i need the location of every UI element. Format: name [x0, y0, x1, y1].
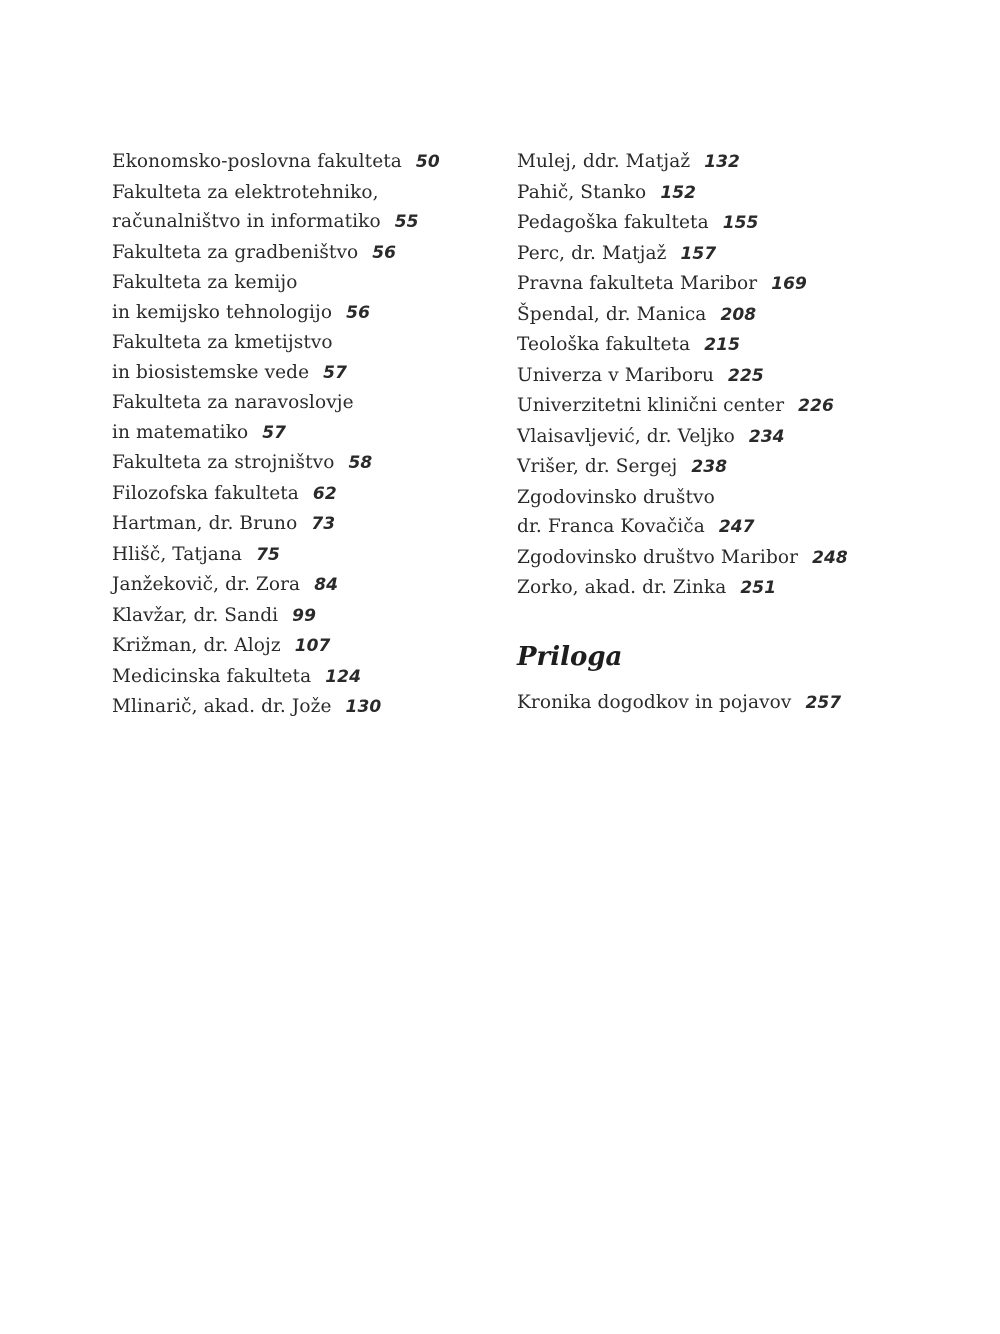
index-entry-text: [112, 147, 492, 178]
index-entry-text: [517, 573, 937, 604]
page-number: 50: [415, 152, 440, 172]
index-entry-label: Pravna fakulteta Maribor: [517, 273, 758, 294]
index-entry-text: [112, 418, 492, 449]
index-entry: [517, 543, 937, 574]
index-entry-label: Mlinarič, akad. dr. Jože: [112, 696, 332, 717]
index-entry-text: [517, 422, 937, 453]
index-entry-label: Teološka fakulteta: [517, 334, 691, 355]
index-entry-text: [517, 147, 937, 178]
index-entry: [112, 509, 492, 540]
page-number: 57: [262, 422, 287, 443]
index-entry-label: Kronika dogodkov in pojavov: [517, 691, 792, 713]
index-entry-label: Medicinska fakulteta: [112, 665, 312, 687]
page-number: 169: [771, 274, 807, 294]
index-entry: [517, 688, 937, 719]
index-entry-label: Fakulteta za naravoslovje: [112, 392, 354, 413]
index-entry-label: Pedagoška fakulteta: [517, 212, 709, 233]
index-entry-text: [112, 570, 492, 601]
index-entry: [112, 178, 492, 238]
index-entry-text: [517, 330, 937, 361]
index-entry-text: [112, 540, 492, 571]
index-entry-text: [112, 178, 492, 208]
page-number: 107: [294, 636, 331, 656]
index-entry: [517, 330, 937, 361]
index-entry-label: Vlaisavljević, dr. Veljko: [517, 425, 735, 447]
page-number: 238: [691, 457, 728, 477]
index-entry-text: [112, 479, 492, 510]
index-entry-text: [517, 543, 937, 574]
page-number: 75: [256, 544, 280, 565]
index-entry-label: in biosistemske vede: [112, 361, 310, 383]
index-entry-text: [517, 483, 937, 513]
index-entry-label: Zorko, akad. dr. Zinka: [517, 577, 727, 598]
index-entry: [517, 147, 937, 178]
index-entry: [517, 239, 937, 270]
page-number: 257: [805, 692, 842, 713]
page-number: 251: [740, 578, 777, 598]
index-entry: [517, 361, 937, 392]
index-entry-text: [517, 178, 937, 209]
index-entry-label: in matematiko: [112, 421, 249, 443]
index-entry-label: Univerza v Mariboru: [517, 364, 715, 386]
page-number: 55: [394, 212, 419, 232]
appendix-entries: [517, 688, 937, 719]
index-entry: [112, 238, 492, 269]
index-entry-label: Zgodovinsko društvo: [517, 486, 715, 508]
index-entry-label: in kemijsko tehnologijo: [112, 301, 333, 323]
index-entry-text: [112, 662, 492, 693]
index-entry-text: [112, 601, 492, 632]
index-entry-label: Univerzitetni klinični center: [517, 395, 785, 416]
index-entry-label: dr. Franca Kovačiča: [517, 516, 705, 537]
index-entry: [112, 540, 492, 571]
index-entry: [517, 178, 937, 209]
index-entry-label: Ekonomsko-poslovna fakulteta: [112, 151, 402, 172]
page-number: 215: [704, 335, 741, 355]
page-number: 152: [660, 182, 697, 203]
index-entry: [517, 300, 937, 331]
index-entry-label: Hartman, dr. Bruno: [112, 513, 298, 534]
index-entry-label: Hlišč, Tatjana: [112, 543, 243, 565]
index-entry: [517, 269, 937, 300]
index-entry-text: [517, 512, 937, 543]
index-entry-text: [112, 328, 492, 358]
index-entry: [112, 147, 492, 178]
index-entry-text: [112, 631, 492, 662]
index-entry: [112, 662, 492, 693]
page-number: 57: [323, 362, 348, 383]
index-entry-label: Vrišer, dr. Sergej: [517, 456, 678, 477]
index-entry-text: [112, 388, 492, 418]
index-entry: [112, 328, 492, 388]
index-entry: [517, 391, 937, 422]
page-number: 62: [312, 483, 337, 504]
page-number: 248: [812, 547, 848, 568]
index-entry-label: Fakulteta za kmetijstvo: [112, 332, 333, 353]
page-number: 208: [720, 304, 757, 325]
index-entry-label: Fakulteta za elektrotehniko,: [112, 181, 379, 203]
index-entry-text: [112, 692, 492, 723]
index-entry: [112, 268, 492, 328]
index-entry-text: [517, 300, 937, 331]
page-number: 155: [722, 213, 759, 233]
index-entry: [112, 448, 492, 479]
index-entry-text: [517, 239, 937, 270]
index-entry: [517, 573, 937, 604]
index-entry-label: Zgodovinsko društvo Maribor: [517, 546, 799, 568]
index-entry-text: [112, 448, 492, 479]
page-number: 234: [748, 426, 785, 447]
index-entry-label: Fakulteta za kemijo: [112, 272, 298, 293]
page-number: 73: [311, 514, 336, 534]
index-entry-text: [517, 208, 937, 239]
page-number: 225: [728, 365, 764, 386]
index-entry-text: [517, 688, 937, 719]
index-entry-label: Pahič, Stanko: [517, 181, 647, 203]
index-entry-text: [517, 361, 937, 392]
page-number: 99: [292, 605, 317, 626]
index-entry-text: [112, 238, 492, 269]
index-right-entries: [517, 147, 937, 604]
index-entry: [112, 631, 492, 662]
index-entry: [112, 388, 492, 448]
index-entry: [112, 692, 492, 723]
index-entry-label: Mulej, ddr. Matjaž: [517, 151, 691, 172]
index-entry-label: Filozofska fakulteta: [112, 482, 299, 504]
page-number: 247: [718, 517, 755, 537]
appendix-title: Priloga: [517, 641, 623, 672]
index-entry: [112, 601, 492, 632]
index-entry-label: Fakulteta za gradbeništvo: [112, 241, 359, 263]
index-entry-label: Križman, dr. Alojz: [112, 635, 281, 656]
index-entry: [517, 208, 937, 239]
page-number: 124: [325, 666, 362, 687]
index-entry-label: računalništvo in informatiko: [112, 211, 381, 232]
index-entry: [112, 479, 492, 510]
page-number: 130: [345, 697, 382, 717]
page-number: 132: [704, 152, 740, 172]
index-entry: [517, 422, 937, 453]
index-entry-label: Fakulteta za strojništvo: [112, 452, 335, 473]
index-entry-text: [517, 452, 937, 483]
index-entry: [517, 452, 937, 483]
index-entry-text: [112, 207, 492, 238]
index-entry-text: [517, 391, 937, 422]
page-number: 58: [348, 453, 373, 473]
index-entry-label: Špendal, dr. Manica: [517, 303, 707, 325]
index-entry-label: Perc, dr. Matjaž: [517, 242, 667, 264]
index-entry-text: [517, 269, 937, 300]
index-entry-text: [112, 509, 492, 540]
page-number: 84: [314, 575, 339, 595]
index-entry: [517, 483, 937, 543]
index-entry-label: Janžekovič, dr. Zora: [112, 574, 301, 595]
page-number: 56: [372, 242, 397, 263]
index-entry-text: [112, 268, 492, 298]
index-entry-text: [112, 358, 492, 389]
index-entry: [112, 570, 492, 601]
index-left-column: [112, 147, 492, 723]
page-number: 157: [680, 243, 717, 264]
index-entry-text: [112, 298, 492, 329]
page-number: 56: [346, 302, 370, 323]
index-right-column: [517, 147, 937, 718]
page-number: 226: [798, 396, 834, 416]
index-entry-label: Klavžar, dr. Sandi: [112, 604, 279, 626]
